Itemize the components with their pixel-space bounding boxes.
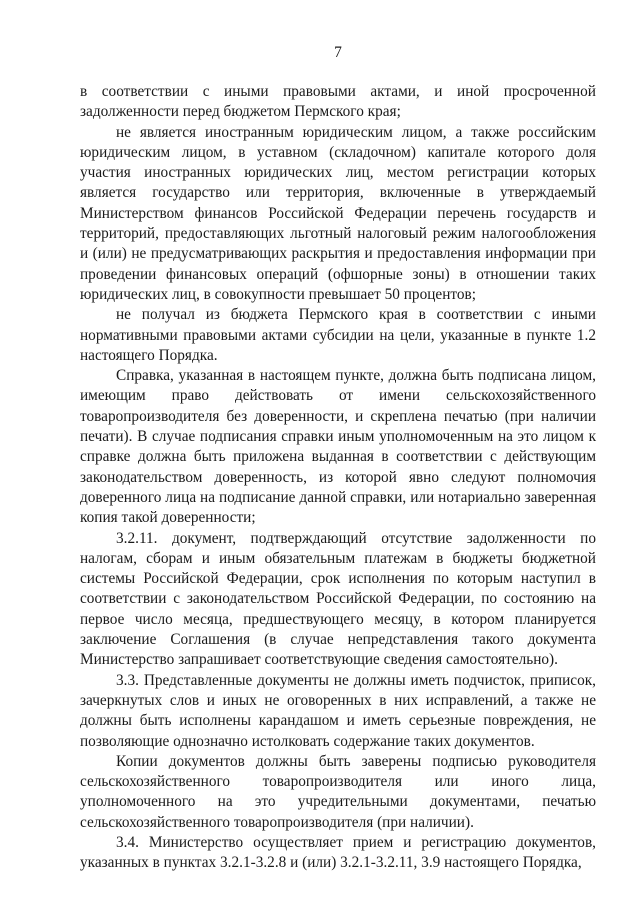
- paragraph-8: 3.4. Министерство осуществляет прием и регистрацию документов, указанных в пунктах 3.2.1-3.2.8 и (или) 3.2.1-3.2.11, 3.9 настоящего Порядка,: [80, 833, 596, 872]
- paragraph-7: Копии документов должны быть заверены подписью руководителя сельскохозяйственного товаропроизводителя или иного лица, уполномоченного на это учредительными документами, печатью сельскохозяйственного товаропроизводителя (при наличии).: [80, 752, 596, 831]
- paragraph-5: 3.2.11. документ, подтверждающий отсутствие задолженности по налогам, сборам и иным обязательным платежам в бюджеты бюджетной системы Российской Федерации, срок исполнения по которым наступил в соответствии с законодательством Российской Федерации, по состоянию на первое число месяца, предшествующего месяцу, в котором планируется заключение Соглашения (в случае непредставления такого документа Министерство запрашивает соответствующие сведения самостоятельно).: [80, 529, 596, 669]
- paragraph-6: 3.3. Представленные документы не должны иметь подчисток, приписок, зачеркнутых слов и иных не оговоренных в них исправлений, а также не должны быть исполнены карандашом и иметь серьезные повреждения, не позволяющие однозначно истолковать содержание таких документов.: [80, 671, 596, 750]
- paragraph-3: не получал из бюджета Пермского края в соответствии с иными нормативными правовыми актами субсидии на цели, указанные в пункте 1.2 настоящего Порядка.: [80, 306, 596, 364]
- page-number: 7: [334, 44, 342, 61]
- paragraph-2: не является иностранным юридическим лицом, а также российским юридическим лицом, в уставном (складочном) капитале которого доля участия иностранных юридических лиц, местом регистрации которых является государство или территория, включенные в утверждаемый Министерством финансов Российской Федерации перечень государств и территорий, предоставляющих льготный налоговый режим налогообложения и (или) не предусматривающих раскрытия и предоставления информации при проведении финансовых операций (офшорные зоны) в отношении таких юридических лиц, в совокупности превышает 50 процентов;: [80, 123, 596, 303]
- paragraph-1: в соответствии с иными правовыми актами, и иной просроченной задолженности перед бюджетом Пермского края;: [80, 83, 596, 121]
- document-body: [80, 82, 596, 874]
- document-page: [80, 0, 596, 905]
- paragraph-4: Справка, указанная в настоящем пункте, должна быть подписана лицом, имеющим право действовать от имени сельскохозяйственного товаропроизводителя без доверенности, и скреплена печатью (при наличии печати). В случае подписания справки иным уполномоченным на это лицом к справке должна быть приложена выданная в соответствии с действующим законодательством доверенность, из которой явно следуют полномочия доверенного лица на подписание данной справки, или нотариально заверенная копия такой доверенности;: [80, 367, 596, 527]
